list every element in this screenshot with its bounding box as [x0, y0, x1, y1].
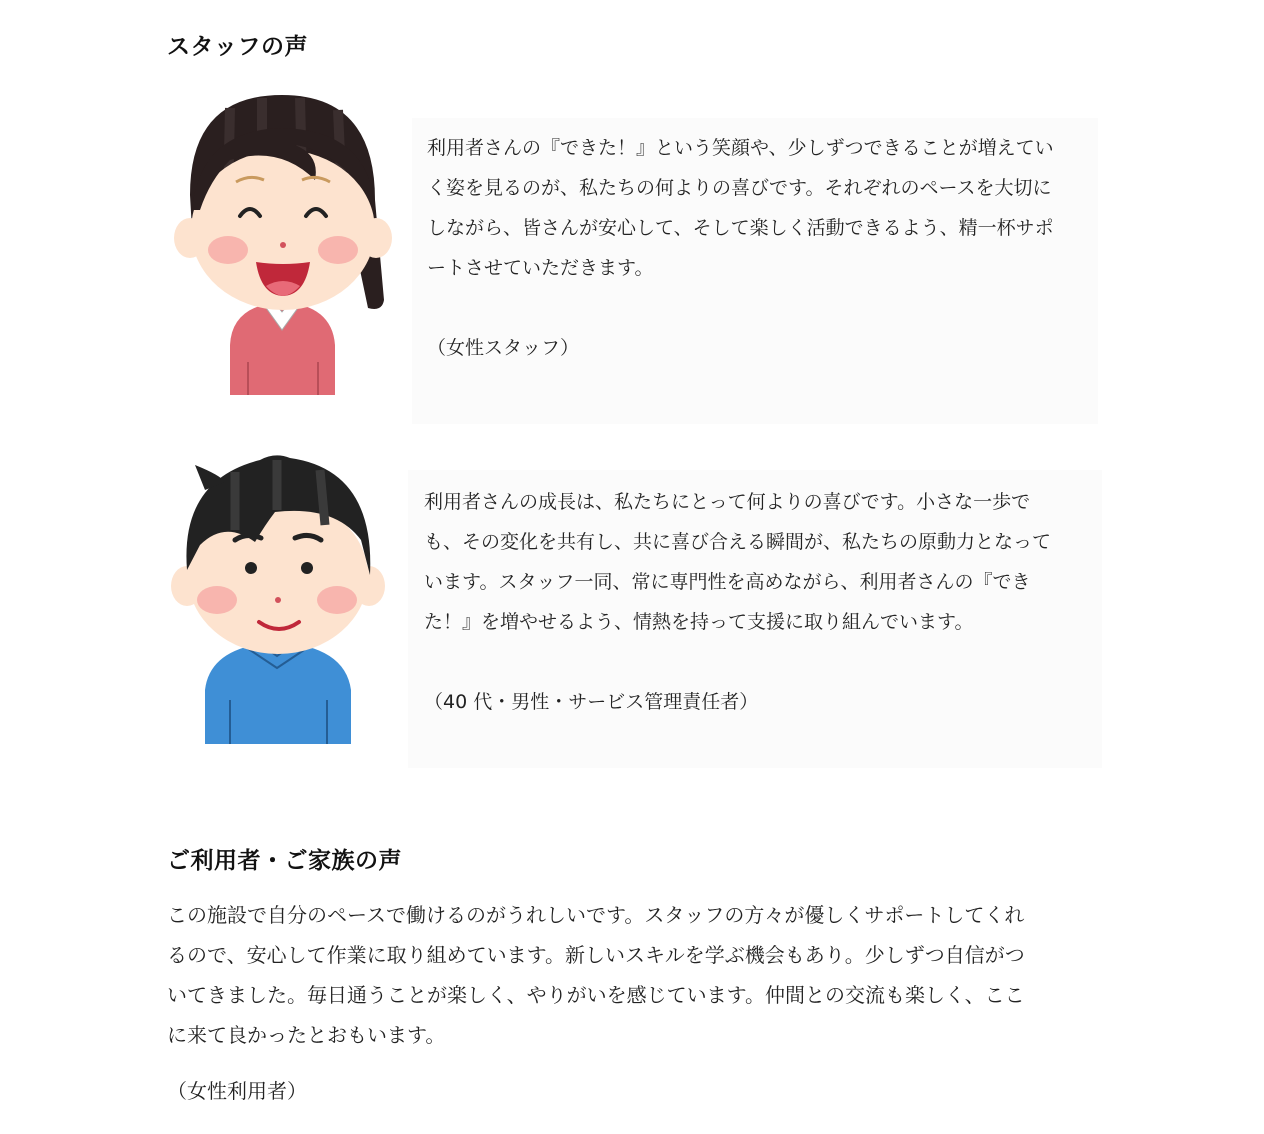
users-voices-heading: ご利用者・ご家族の声 — [167, 848, 402, 874]
male-staff-illustration — [165, 450, 395, 750]
staff-voice-card-2 — [408, 470, 1102, 768]
staff-voice-author-2: （40 代・男性・サービス管理責任者） — [424, 691, 759, 713]
staff-voice-author-1: （女性スタッフ） — [427, 337, 580, 359]
staff-voice-text-1: 利用者さんの『できた！』という笑顔や、少しずつできることが増えていく姿を見るのが、私たちの何よりの喜びです。それぞれのペースを大切にしながら、皆さんが安心して、そして楽しく活動できるよう、精一杯サポートさせていただきます。 — [427, 137, 1054, 279]
user-voice-author: （女性利用者） — [167, 1079, 307, 1103]
staff-voice-card-1 — [412, 118, 1098, 424]
female-staff-illustration — [170, 90, 400, 405]
staff-voices-heading: スタッフの声 — [167, 34, 308, 60]
user-voice-text: この施設で自分のペースで働けるのがうれしいです。スタッフの方々が優しくサポートしてくれるので、安心して作業に取り組めています。新しいスキルを学ぶ機会もあり。少しずつ自信がついてきました。毎日通うことが楽しく、やりがいを感じています。仲間との交流も楽しく、ここに来て良かったとおもいます。 — [167, 903, 1025, 1047]
staff-voice-text-2: 利用者さんの成長は、私たちにとって何よりの喜びです。小さな一歩でも、その変化を共有し、共に喜び合える瞬間が、私たちの原動力となっています。スタッフ一同、常に専門性を高めながら、利用者さんの『できた！』を増やせるよう、情熱を持って支援に取り組んでいます。 — [424, 491, 1052, 633]
